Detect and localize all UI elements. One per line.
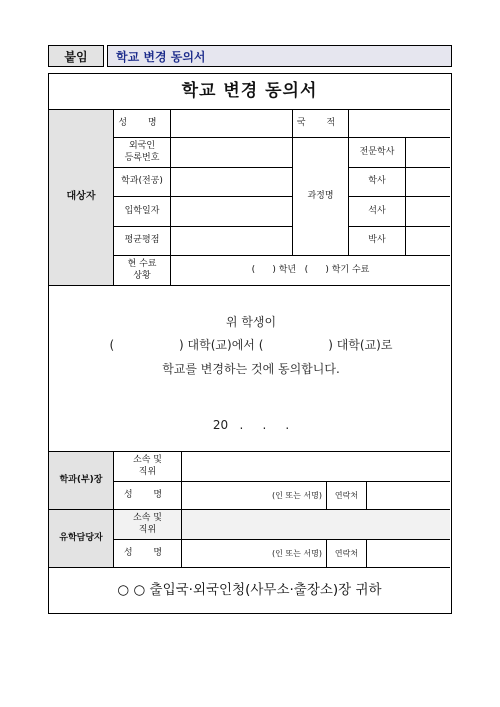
attachment-title-text: 학교 변경 동의서 xyxy=(116,49,206,64)
status-label xyxy=(114,256,171,286)
form-title: 학교 변경 동의서 xyxy=(49,74,450,110)
reg-no-label-line1: 외국인 xyxy=(128,141,156,152)
department-label: 학과(전공) xyxy=(114,168,171,197)
intl-name-field[interactable]: (인 또는 서명) xyxy=(182,540,327,568)
attachment-label xyxy=(48,45,104,67)
dept-affiliation-field[interactable] xyxy=(182,452,450,482)
target-label: 대상자 xyxy=(49,110,114,286)
date-line: 20 . . . xyxy=(212,418,290,432)
course-check-bachelor[interactable] xyxy=(406,168,450,197)
reg-no-label xyxy=(114,138,171,168)
attachment-title xyxy=(107,45,452,67)
dept-affiliation-line1: 소속 및 xyxy=(133,455,162,466)
status-field[interactable]: ( ) 학년 ( ) 학기 수료 xyxy=(171,256,450,286)
name-field[interactable] xyxy=(171,110,293,138)
intl-affiliation-label xyxy=(114,510,182,540)
intl-contact-field[interactable] xyxy=(367,540,450,568)
intl-affiliation-line2: 직위 xyxy=(138,524,157,535)
dept-contact-label: 연락처 xyxy=(327,482,367,510)
status-label-line1: 현 수료 xyxy=(127,259,157,270)
dept-name-label: 성 명 xyxy=(114,482,182,510)
reg-no-field[interactable] xyxy=(171,138,293,168)
body-line-1: 위 학생이 xyxy=(225,315,277,329)
course-label: 과정명 xyxy=(293,138,349,256)
intl-contact-label: 연락처 xyxy=(327,540,367,568)
course-option-master: 석사 xyxy=(349,197,406,227)
course-option-doctor: 박사 xyxy=(349,227,406,256)
intl-affiliation-line1: 소속 및 xyxy=(133,513,162,524)
attachment-label-text: 붙임 xyxy=(64,49,88,64)
recipient-line: ○ ○ 출입국·외국인청(사무소·출장소)장 귀하 xyxy=(117,581,382,598)
nationality-label: 국 적 xyxy=(293,110,349,138)
intl-affiliation-field[interactable] xyxy=(182,510,450,540)
consent-form xyxy=(48,73,452,614)
gpa-label: 평균평점 xyxy=(114,227,171,256)
reg-no-label-line2: 등록번호 xyxy=(124,152,160,163)
name-label: 성 명 xyxy=(114,110,171,138)
status-label-line2: 상황 xyxy=(133,270,151,281)
intl-name-label: 성 명 xyxy=(114,540,182,568)
dept-contact-field[interactable] xyxy=(367,482,450,510)
gpa-field[interactable] xyxy=(171,227,293,256)
intl-officer-label: 유학담당자 xyxy=(49,510,114,568)
nationality-field[interactable] xyxy=(349,110,450,138)
course-check-doctor[interactable] xyxy=(406,227,450,256)
course-check-associate[interactable] xyxy=(406,138,450,168)
course-option-bachelor: 학사 xyxy=(349,168,406,197)
dept-affiliation-label xyxy=(114,452,182,482)
entry-date-label: 입학일자 xyxy=(114,197,171,227)
body-line-2: ( ) 대학(교)에서 ( ) 대학(교)로 xyxy=(109,338,393,352)
course-option-associate: 전문학사 xyxy=(349,138,406,168)
dept-name-field[interactable]: (인 또는 서명) xyxy=(182,482,327,510)
dept-affiliation-line2: 직위 xyxy=(138,466,157,477)
department-field[interactable] xyxy=(171,168,293,197)
dept-head-label: 학과(부)장 xyxy=(49,452,114,510)
entry-date-field[interactable] xyxy=(171,197,293,227)
course-check-master[interactable] xyxy=(406,197,450,227)
body-line-3: 학교를 변경하는 것에 동의합니다. xyxy=(162,362,340,376)
